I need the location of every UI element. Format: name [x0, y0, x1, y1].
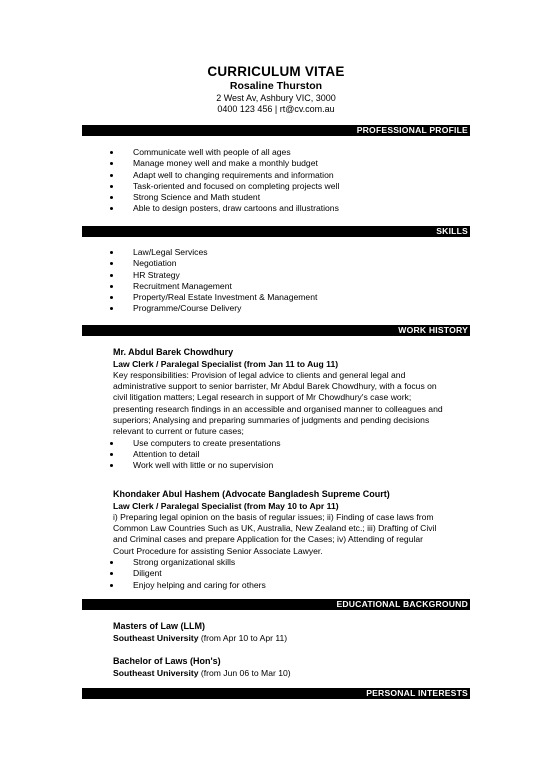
- list-item: Strong Science and Math student: [113, 192, 473, 203]
- list-item: Strong organizational skills: [113, 557, 473, 568]
- list-item: Use computers to create presentations: [113, 438, 473, 449]
- job-description: [113, 370, 473, 438]
- university-name: Southeast University: [113, 632, 199, 643]
- list-item: Law/Legal Services: [113, 247, 473, 258]
- profile-section: [113, 147, 473, 215]
- description-line: Key responsibilities: Provision of legal advice to clients and general legal and: [113, 369, 406, 380]
- job-description: [113, 512, 473, 557]
- document-title: CURRICULUM VITAE: [207, 64, 345, 79]
- list-item: Communicate well with people of all ages: [113, 147, 473, 158]
- section-header-work: WORK HISTORY: [82, 325, 470, 336]
- degree-institution: [113, 633, 473, 644]
- education-entry: [113, 621, 473, 644]
- candidate-name: Rosaline Thurston: [229, 80, 323, 92]
- job-entry: [113, 347, 473, 471]
- list-item: Diligent: [113, 568, 473, 579]
- list-item: HR Strategy: [113, 270, 473, 281]
- job-entry: [113, 489, 473, 591]
- list-item: Negotiation: [113, 258, 473, 269]
- list-item: Work well with little or no supervision: [113, 460, 473, 471]
- section-header-education: EDUCATIONAL BACKGROUND: [82, 599, 470, 610]
- list-item: Task-oriented and focused on completing projects well: [113, 181, 473, 192]
- description-line: i) Preparing legal opinion on the basis of regular issues; ii) Finding of case laws from: [113, 511, 434, 522]
- section-header-profile: PROFESSIONAL PROFILE: [82, 125, 470, 136]
- section-header-skills: SKILLS: [82, 226, 470, 237]
- list-item: Property/Real Estate Investment & Management: [113, 292, 473, 303]
- university-name: Southeast University: [113, 667, 199, 678]
- list-item: Adapt well to changing requirements and information: [113, 170, 473, 181]
- study-period: (from Apr 10 to Apr 11): [200, 632, 288, 643]
- list-item: Attention to detail: [113, 449, 473, 460]
- section-header-interests: PERSONAL INTERESTS: [82, 688, 470, 699]
- description-line: civil litigation matters; Legal research in support of Mr Chowdhury's case work;: [113, 392, 412, 403]
- list-item: Enjoy helping and caring for others: [113, 580, 473, 591]
- job-role: Law Clerk / Paralegal Specialist (from Jan 11 to Aug 11): [113, 358, 339, 369]
- cv-header: [82, 64, 470, 115]
- list-item: Programme/Course Delivery: [113, 303, 473, 314]
- candidate-contact: 0400 123 456 | rt@cv.com.au: [217, 104, 335, 114]
- description-line: and Criminal cases and prepare Application for the Cases; iv) Attending of regular: [113, 534, 424, 545]
- profile-list: [113, 147, 473, 215]
- candidate-address: 2 West Av, Ashbury VIC, 3000: [216, 93, 336, 103]
- degree-institution: [113, 668, 473, 679]
- description-line: Court Procedure for assisting Senior Associate Lawyer.: [113, 545, 323, 556]
- skills-section: [113, 247, 473, 315]
- degree-title: Masters of Law (LLM): [113, 621, 206, 631]
- employer-name: Mr. Abdul Barek Chowdhury: [113, 347, 234, 357]
- job-skills-list: [113, 557, 473, 591]
- description-line: relevant to current or future cases;: [113, 426, 244, 437]
- description-line: Common Law Countries Such as UK, Australia, New Zealand etc.; iii) Drafting of Civil: [113, 523, 437, 534]
- employer-name: Khondaker Abul Hashem (Advocate Bangladesh Supreme Court): [113, 489, 390, 499]
- description-line: superiors; Analysing and preparing summaries of judgments and pending decisions: [113, 414, 430, 425]
- education-entry: [113, 656, 473, 679]
- skills-list: [113, 247, 473, 315]
- job-skills-list: [113, 438, 473, 472]
- study-period: (from Jun 06 to Mar 10): [200, 667, 291, 678]
- list-item: Able to design posters, draw cartoons and illustrations: [113, 203, 473, 214]
- description-line: administrative support to senior barrister, Mr Abdul Barek Chowdhury, with a focus on: [113, 381, 437, 392]
- job-role: Law Clerk / Paralegal Specialist (from May 10 to Apr 11): [113, 500, 339, 511]
- list-item: Recruitment Management: [113, 281, 473, 292]
- degree-title: Bachelor of Laws (Hon's): [113, 656, 221, 666]
- description-line: presenting research findings in an accessible and organised manner to colleagues and: [113, 403, 443, 414]
- list-item: Manage money well and make a monthly budget: [113, 158, 473, 169]
